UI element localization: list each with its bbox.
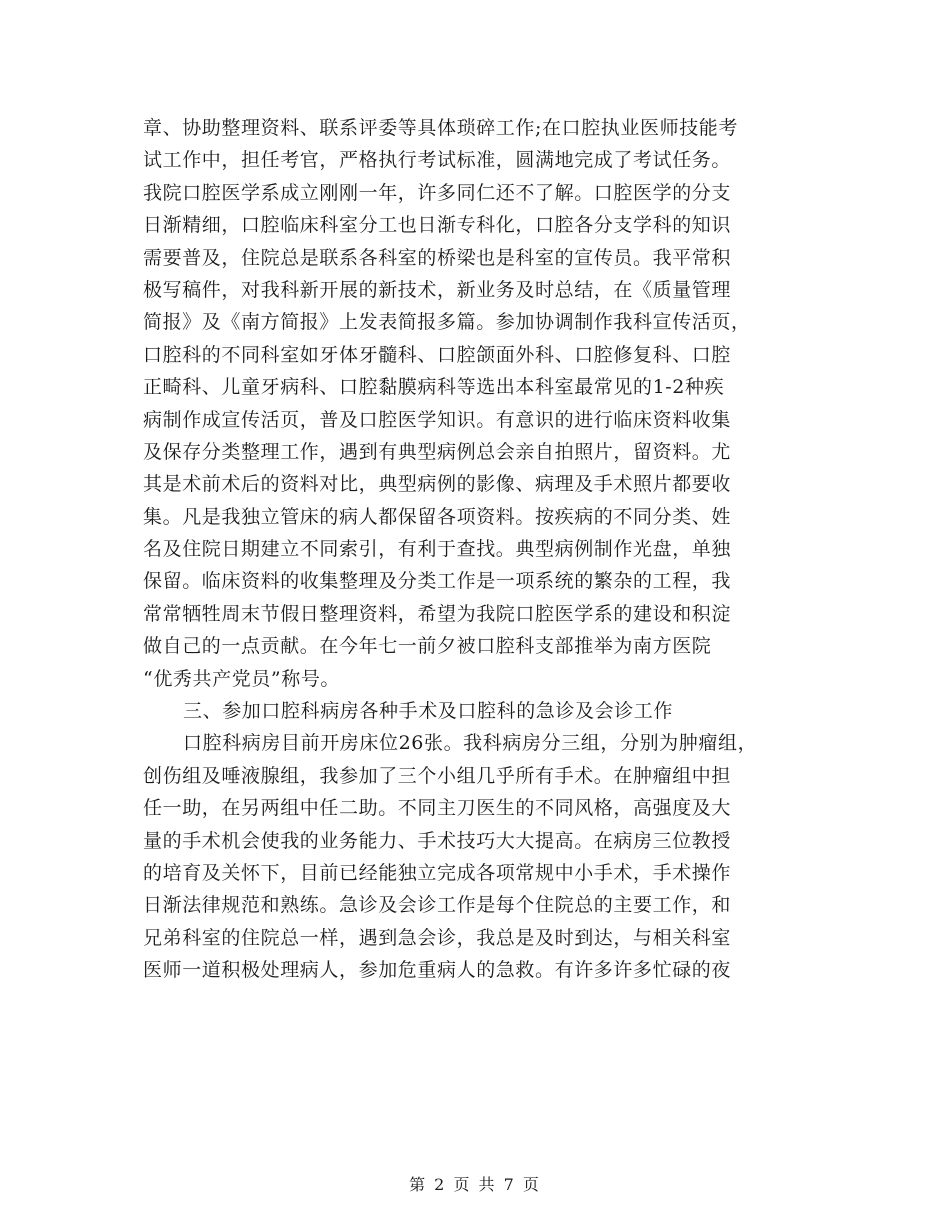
text-line: 我院口腔医学系成立刚刚一年，许多同仁还不了解。口腔医学的分支 xyxy=(143,181,732,204)
text-line: 口腔科的不同科室如牙体牙髓科、口腔颌面外科、口腔修复科、口腔 xyxy=(143,343,732,366)
text-line: 做自己的一点贡献。在今年七一前夕被口腔科支部推举为南方医院 xyxy=(143,635,712,658)
text-line: 创伤组及唾液腺组，我参加了三个小组几乎所有手术。在肿瘤组中担 xyxy=(143,764,732,787)
text-line: 需要普及，住院总是联系各科室的桥梁也是科室的宣传员。我平常积 xyxy=(143,246,732,269)
text-line: 其是术前术后的资料对比，典型病例的影像、病理及手术照片都要收 xyxy=(143,473,732,496)
text-line: 简报》及《南方简报》上发表简报多篇。参加协调制作我科宣传活页， xyxy=(143,311,751,334)
text-line: 日渐精细，口腔临床科室分工也日渐专科化，口腔各分支学科的知识 xyxy=(143,214,732,237)
text-line: 集。凡是我独立管床的病人都保留各项资料。按疾病的不同分类、姓 xyxy=(143,505,732,528)
page-number-footer: 第 2 页 共 7 页 xyxy=(409,1175,541,1194)
text-line: “优秀共产党员”称号。 xyxy=(143,667,341,690)
text-line: 常常牺牲周末节假日整理资料，希望为我院口腔医学系的建设和积淀 xyxy=(143,602,732,625)
text-line: 任一助，在另两组中任二助。不同主刀医生的不同风格，高强度及大 xyxy=(143,797,732,820)
text-line: 名及住院日期建立不同索引，有利于查找。典型病例制作光盘，单独 xyxy=(143,538,732,561)
text-line: 口腔科病房目前开房床位26张。我科病房分三组，分别为肿瘤组， xyxy=(183,732,758,755)
text-line: 医师一道积极处理病人，参加危重病人的急救。有许多许多忙碌的夜 xyxy=(143,959,732,982)
text-line: 的培育及关怀下，目前已经能独立完成各项常规中小手术，手术操作 xyxy=(143,861,732,884)
text-line: 病制作成宣传活页，普及口腔医学知识。有意识的进行临床资料收集 xyxy=(143,408,732,431)
text-line: 试工作中，担任考官，严格执行考试标准，圆满地完成了考试任务。 xyxy=(143,149,732,172)
text-line: 及保存分类整理工作，遇到有典型病例总会亲自拍照片，留资料。尤 xyxy=(143,440,732,463)
text-line: 兄弟科室的住院总一样，遇到急会诊，我总是及时到达，与相关科室 xyxy=(143,926,732,949)
text-line: 章、协助整理资料、联系评委等具体琐碎工作;在口腔执业医师技能考 xyxy=(143,117,739,139)
text-line: 日渐法律规范和熟练。急诊及会诊工作是每个住院总的主要工作，和 xyxy=(143,894,732,917)
text-line: 保留。临床资料的收集整理及分类工作是一项系统的繁杂的工程，我 xyxy=(143,570,732,593)
text-line: 量的手术机会使我的业务能力、手术技巧大大提高。在病房三位教授 xyxy=(143,829,732,852)
text-line: 正畸科、儿童牙病科、口腔黏膜病科等选出本科室最常见的1-2种疾 xyxy=(143,376,725,399)
text-line: 极写稿件，对我科新开展的新技术，新业务及时总结，在《质量管理 xyxy=(143,278,732,301)
body-text xyxy=(143,112,823,987)
section-heading: 三、参加口腔科病房各种手术及口腔科的急诊及会诊工作 xyxy=(183,700,674,723)
